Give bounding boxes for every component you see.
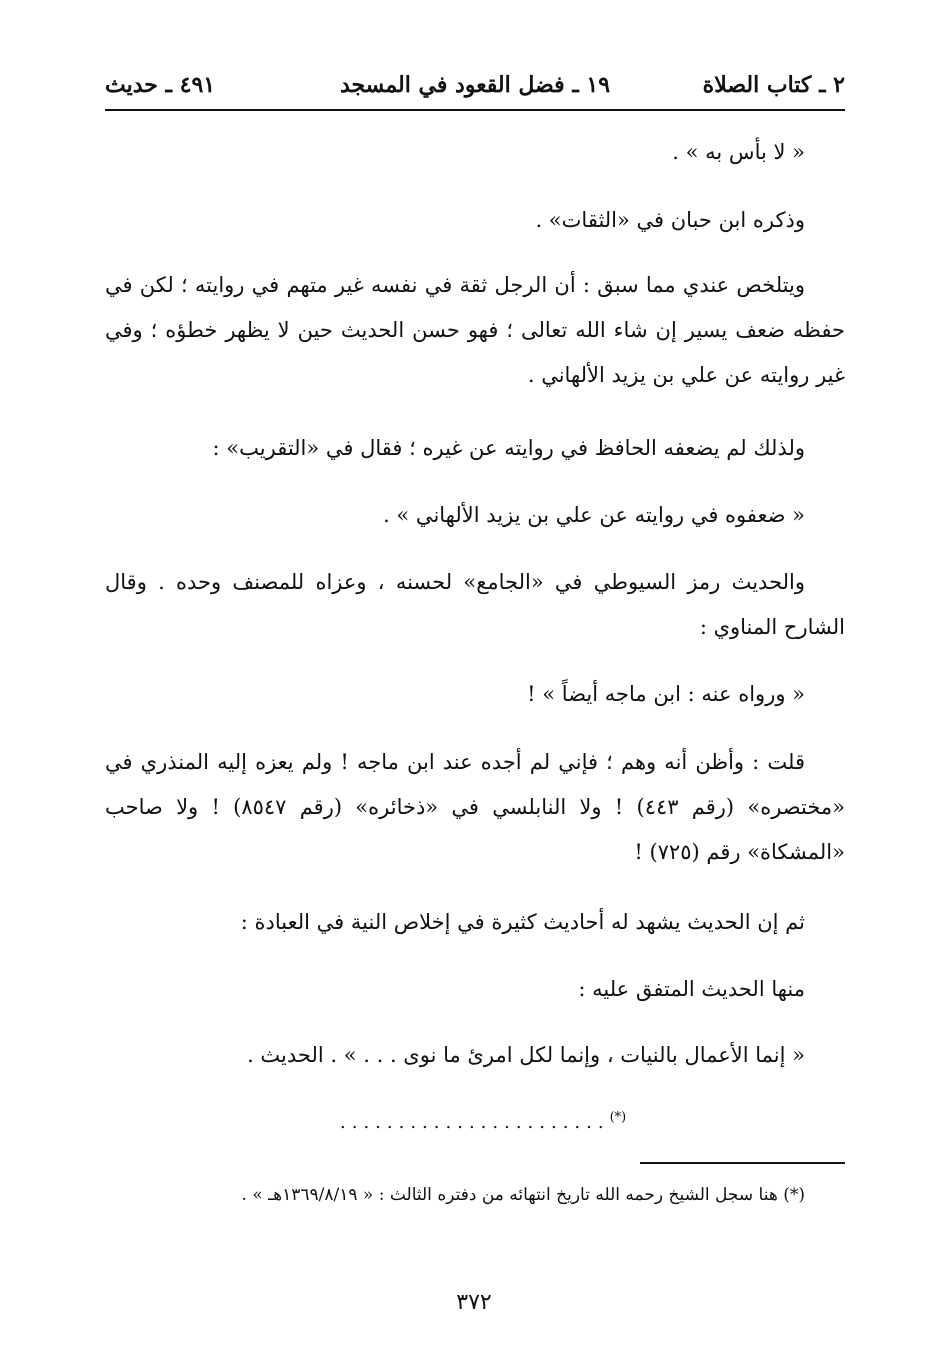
footnote-divider — [640, 1162, 845, 1164]
paragraph-agreed-upon: منها الحديث المتفق عليه : — [578, 977, 805, 1001]
footnote-marker: (*) — [609, 1110, 627, 1125]
page-number: ٣٧٢ — [456, 1290, 492, 1315]
paragraph-ibn-hibban: وذكره ابن حبان في «الثقات» . — [535, 208, 805, 232]
paragraph-supporting-hadiths: ثم إن الحديث يشهد له أحاديث كثيرة في إخلاص النية في العبادة : — [240, 910, 805, 934]
running-header — [105, 70, 845, 106]
paragraph-suyuti: والحديث رمز السيوطي في «الجامع» لحسنه ، وعزاه للمصنف وحده . وقال الشارح المناوي : — [105, 570, 845, 639]
paragraph-summary: ويتلخص عندي مما سبق : أن الرجل ثقة في نفسه غير متهم في روايته ؛ لكن في حفظه ضعف يسير إن شاء الله تعالى ؛ فهو حسن الحديث حين لا يظهر خطؤه ؛ وفي غير روايته عن علي بن يزيد الألهاني . — [105, 273, 845, 387]
header-chapter-title: ١٩ ـ فضل القعود في المسجد — [339, 72, 611, 98]
ellipsis-marker: .......................(*) — [340, 1110, 627, 1133]
paragraph-quote-intentions: « إنما الأعمال بالنيات ، وإنما لكل امرئ ما نوى . . . » . الحديث . — [247, 1043, 805, 1067]
header-book-title: ٢ ـ كتاب الصلاة — [702, 72, 845, 98]
header-hadith-number: ٤٩١ ـ حديث — [105, 72, 216, 98]
paragraph-qultu: قلت : وأظن أنه وهم ؛ فإني لم أجده عند ابن ماجه ! ولم يعزه إليه المنذري في «مختصره» (رقم ٤٤٣) ! ولا النابلسي في «ذخائره» (رقم ٨٥٤٧) ! ولا صاحب «المشكاة» رقم (٧٢٥) ! — [105, 750, 846, 864]
paragraph-taqrib: ولذلك لم يضعفه الحافظ في روايته عن غيره ؛ فقال في «التقريب» : — [212, 436, 805, 460]
header-divider — [105, 109, 845, 111]
footnote: (*) هنا سجل الشيخ رحمه الله تاريخ انتهائه من دفتره الثالث : « ١٣٦٩/٨/١٩هـ » . — [241, 1185, 805, 1205]
paragraph-quote-ibn-majah: « ورواه عنه : ابن ماجه أيضاً » ! — [527, 682, 805, 706]
paragraph-quote-no-harm: « لا بأس به » . — [672, 140, 805, 164]
paragraph-quote-weakened: « ضعفوه في روايته عن علي بن يزيد الألهاني » . — [383, 503, 805, 527]
